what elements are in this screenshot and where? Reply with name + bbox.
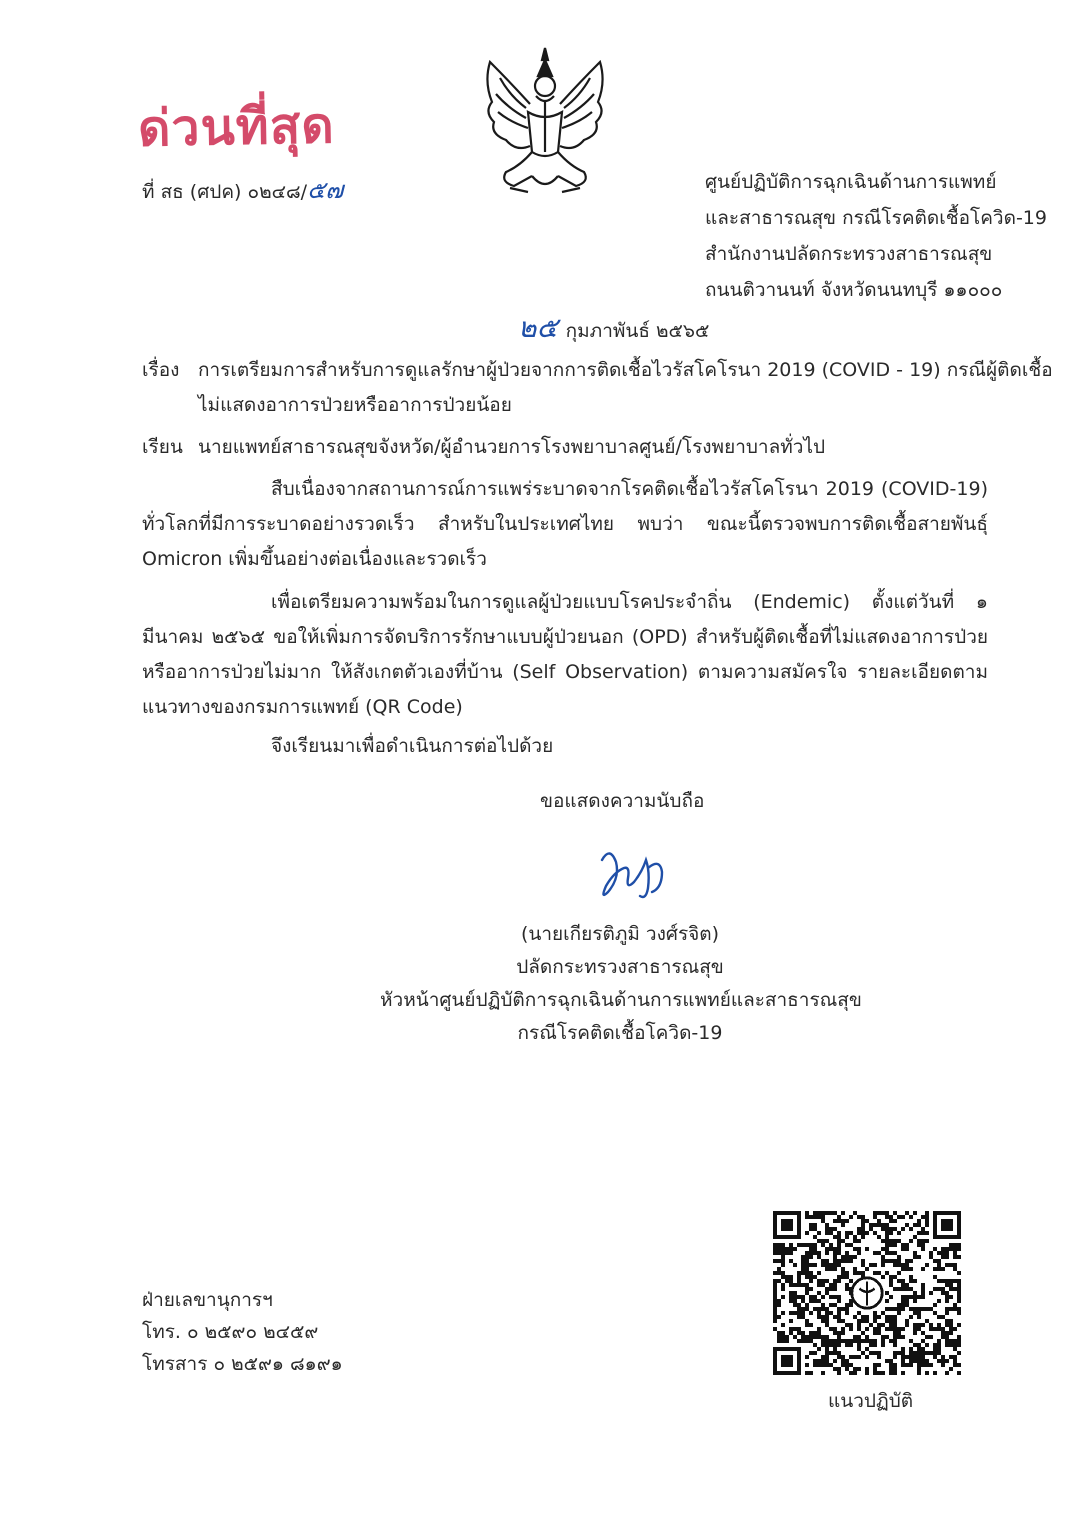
- salutation: [142, 432, 825, 462]
- office-line: สำนักงานปลัดกระทรวงสาธารณสุข: [705, 243, 993, 265]
- urgency-stamp: ด่วนที่สุด: [137, 95, 336, 158]
- office-line: ศูนย์ปฏิบัติการฉุกเฉินด้านการแพทย์: [705, 171, 997, 193]
- body-paragraph-2: เพื่อเตรียมความพร้อมในการดูแลผู้ป่วยแบบโรคประจำถิ่น (Endemic) ตั้งแต่วันที่ ๑ มีนาคม ๒๕๖๕ ขอให้เพิ่มการจัดบริการรักษาแบบผู้ป่วยนอก (OPD) สำหรับผู้ติดเชื้อที่ไม่แสดงอาการป่วยหรืออาการป่วยไม่มาก ให้สังเกตตัวเองที่บ้าน (Self Observation) ตามความสมัครใจ รายละเอียดตามแนวทางของกรมการแพทย์ (QR Code): [142, 591, 988, 718]
- qr-caption: แนวปฏิบัติ: [828, 1390, 914, 1412]
- salutation-label: เรียน: [142, 436, 183, 458]
- body-paragraph-3: จึงเรียนมาเพื่อดำเนินการต่อไปด้วย: [271, 735, 554, 757]
- office-line: และสาธารณสุข กรณีโรคติดเชื้อโควิด-19: [705, 207, 1047, 229]
- closing: ขอแสดงความนับถือ: [540, 790, 705, 812]
- salutation-text: นายแพทย์สาธารณสุขจังหวัด/ผู้อำนวยการโรงพยาบาลศูนย์/โรงพยาบาลทั่วไป: [198, 436, 826, 458]
- contact-phone: โทร. ๐ ๒๕๙๐ ๒๔๕๙: [142, 1321, 319, 1343]
- subject-line-2: ไม่แสดงอาการป่วยหรืออาการป่วยน้อย: [198, 394, 512, 416]
- signer-position-2: หัวหน้าศูนย์ปฏิบัติการฉุกเฉินด้านการแพทย์และสาธารณสุข: [380, 989, 862, 1011]
- signer-position-3: กรณีโรคติดเชื้อโควิด-19: [517, 1022, 723, 1044]
- contact-dept: ฝ่ายเลขานุการฯ: [142, 1289, 273, 1311]
- date-month-year: กุมภาพันธ์ ๒๕๖๕: [565, 320, 710, 342]
- body-paragraph-1: สืบเนื่องจากสถานการณ์การแพร่ระบาดจากโรคติดเชื้อไวรัสโคโรนา 2019 (COVID-19) ทั่วโลกที่มีการระบาดอย่างรวดเร็ว สำหรับในประเทศไทย พบว่า ขณะนี้ตรวจพบการติดเชื้อสายพันธุ์ Omicron เพิ่มขึ้นอย่างต่อเนื่องและรวดเร็ว: [142, 478, 988, 570]
- office-line: ถนนติวานนท์ จังหวัดนนทบุรี ๑๑๐๐๐: [705, 279, 1003, 301]
- reference-number: [142, 170, 343, 209]
- signature-icon: [590, 838, 672, 908]
- contact-info: [142, 1284, 343, 1380]
- signer-name: (นายเกียรติภูมิ วงศ์รจิต): [520, 923, 720, 945]
- signer-block: [380, 918, 860, 1050]
- document-date: [518, 306, 709, 350]
- subject: [142, 353, 1053, 423]
- subject-label: เรื่อง: [142, 359, 180, 381]
- ref-prefix: ที่ สธ (ศปค) ๐๒๔๘/: [142, 181, 308, 203]
- office-address: [705, 164, 1047, 308]
- date-day-handwritten: ๒๕: [518, 311, 558, 344]
- subject-line-1: การเตรียมการสำหรับการดูแลรักษาผู้ป่วยจากการติดเชื้อไวรัสโคโรนา 2019 (COVID - 19) กรณีผู้ติดเชื้อ: [198, 359, 1053, 381]
- ref-number-handwritten: ๕๗: [307, 176, 344, 204]
- contact-fax: โทรสาร ๐ ๒๕๙๑ ๘๑๙๑: [142, 1353, 343, 1375]
- qr-code-icon[interactable]: [773, 1211, 961, 1375]
- garuda-emblem-icon: [470, 42, 620, 202]
- signer-position-1: ปลัดกระทรวงสาธารณสุข: [516, 956, 724, 978]
